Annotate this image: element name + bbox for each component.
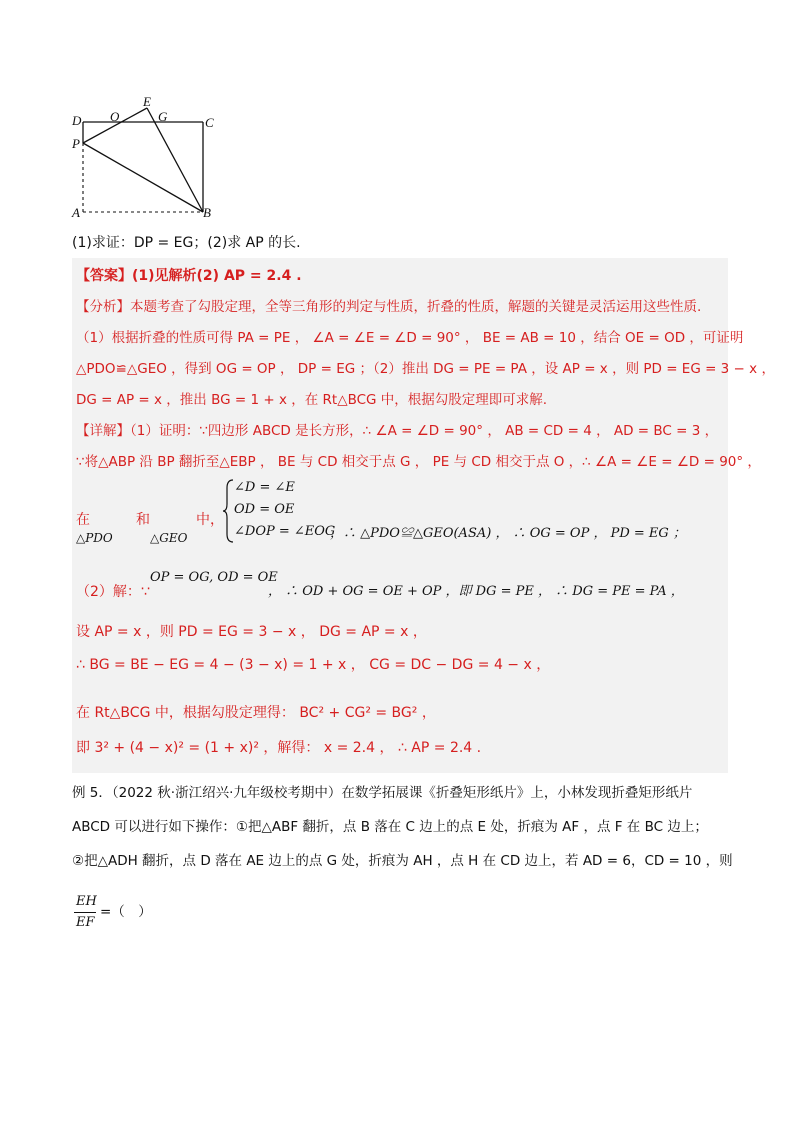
answer-line: 【答案】(1)见解析(2) AP = 2.4 . <box>76 268 302 284</box>
example-line: ②把△ADH 翻折，点 D 落在 AE 边上的点 G 处，折痕为 AH ，点 H 在 CD 边上，若 AD = 6，CD = 10 ，则 <box>72 853 733 869</box>
label-a: A <box>72 205 80 220</box>
part2-line: ∴ BG = BE − EG = 4 − (3 − x) = 1 + x ， CG = DC − DG = 4 − x ， <box>76 657 551 673</box>
detail-mid: 中， <box>196 512 224 528</box>
part2-line: 设 AP = x ，则 PD = EG = 3 − x ， DG = AP = x ， <box>76 624 427 640</box>
example-line: ABCD 可以进行如下操作：①把△ABF 翻折，点 B 落在 C 边上的点 E 处，折痕为 AF ，点 F 在 BC 边上； <box>72 819 708 835</box>
analysis-line: （1）根据折叠的性质可得 PA = PE ， ∠A = ∠E = ∠D = 90° ， BE = AB = 10 ，结合 OE = OD ，可证明 <box>76 330 744 346</box>
label-g: G <box>158 109 168 124</box>
detail-line: 【详解】（1）证明：∵四边形 ABCD 是长方形，∴ ∠A = ∠D = 90° ， AB = CD = 4 ， AD = BC = 3 ， <box>76 423 719 439</box>
label-o: O <box>110 109 120 124</box>
fraction-denominator: EF <box>76 915 95 930</box>
detail-and: 和 <box>136 512 150 528</box>
part2-line: 在 Rt△BCG 中，根据勾股定理得： BC² + CG² = BG² ， <box>76 705 436 721</box>
part2-label: （2）解：∵ <box>76 584 150 600</box>
system-case: OD = OE <box>234 502 295 517</box>
label-b: B <box>203 205 211 220</box>
question-text: (1)求证：DP = EG；(2)求 AP 的长. <box>72 235 301 251</box>
example-line: 例 5．（2022 秋·浙江绍兴·九年级校考期中）在数学拓展课《折叠矩形纸片》上，小林发现折叠矩形纸片 <box>72 785 693 801</box>
system-case: ∠DOP = ∠EOG <box>234 524 336 539</box>
analysis-line: 【分析】本题考查了勾股定理，全等三角形的判定与性质，折叠的性质，解题的关键是灵活运用这些性质. <box>76 299 702 315</box>
label-d: D <box>72 113 82 128</box>
geometry-figure <box>0 0 800 240</box>
fraction-tail: =（ ） <box>100 904 152 920</box>
label-p: P <box>72 136 80 151</box>
analysis-line: △PDO≌△GEO ，得到 OG = OP ， DP = EG ；（2）推出 DG = PE = PA ，设 AP = x ，则 PD = EG = 3 − x ， <box>76 361 775 377</box>
detail-line: ∵将△ABP 沿 BP 翻折至△EBP ， BE 与 CD 相交于点 G ， PE 与 CD 相交于点 O ，∴ ∠A = ∠E = ∠D = 90° ， <box>76 454 761 470</box>
label-c: C <box>205 115 214 130</box>
system-conclusion: ，∴ △PDO≌△GEO(ASA) ， ∴ OG = OP ， PD = EG ； <box>330 526 686 541</box>
fraction-numerator: EH <box>76 894 97 909</box>
part2-given: OP = OG, OD = OE <box>150 570 278 585</box>
triangle-geo: △GEO <box>150 531 188 545</box>
part2-steps: ， ∴ OD + OG = OE + OP ，即 DG = PE ， ∴ DG = PE = PA ， <box>268 584 684 599</box>
label-e: E <box>143 94 151 109</box>
detail-in: 在 <box>76 512 90 528</box>
analysis-line: DG = AP = x ，推出 BG = 1 + x ，在 Rt△BCG 中，根据勾股定理即可求解. <box>76 392 548 408</box>
part2-line: 即 3² + (4 − x)² = (1 + x)² ，解得： x = 2.4 ， ∴ AP = 2.4 . <box>76 740 482 756</box>
triangle-pdo: △PDO <box>76 531 113 545</box>
system-case: ∠D = ∠E <box>234 480 295 495</box>
